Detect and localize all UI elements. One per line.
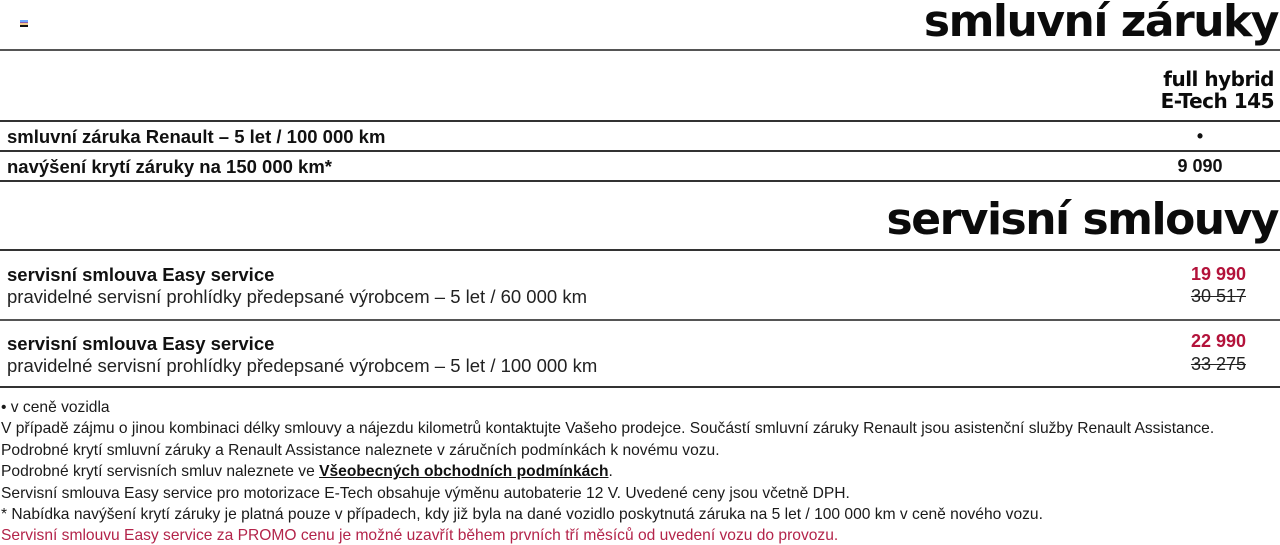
warranty-row-label: navýšení krytí záruky na 150 000 km*	[7, 156, 332, 177]
note-warranty-terms: Podrobné krytí smluvní záruky a Renault Assistance naleznete v záručních podmínkách k novému vozu.	[1, 441, 720, 459]
old-price: 30 517	[1190, 286, 1246, 306]
czech-flag-icon	[20, 20, 28, 27]
divider	[0, 49, 1280, 51]
service-row-subtitle: pravidelné servisní prohlídky předepsané výrobcem – 5 let / 100 000 km	[7, 355, 598, 376]
divider	[0, 319, 1280, 321]
service-row-subtitle: pravidelné servisní prohlídky předepsané výrobcem – 5 let / 60 000 km	[7, 286, 587, 307]
terms-link[interactable]: Všeobecných obchodních podmínkách	[319, 463, 609, 481]
note-promo: Servisní smlouvu Easy service za PROMO cenu je možné uzavřít během prvních tří měsíců od uvedení vozu do provozu.	[1, 527, 839, 545]
promo-price: 19 990	[1190, 264, 1246, 284]
divider	[0, 386, 1280, 388]
column-header	[1161, 68, 1274, 112]
section-title-warranty: smluvní záruky	[923, 0, 1278, 47]
note-included: • v ceně vozidla	[1, 399, 110, 416]
divider	[0, 249, 1280, 251]
old-price: 33 275	[1190, 354, 1246, 374]
footnotes	[1, 397, 1214, 545]
section-title-service: servisní smlouvy	[886, 194, 1278, 245]
promo-price: 22 990	[1190, 331, 1246, 351]
divider	[0, 150, 1280, 152]
note-etech-battery: Servisní smlouva Easy service pro motorizace E-Tech obsahuje výměnu autobaterie 12 V. Uvedené ceny jsou včetně DPH.	[1, 484, 850, 502]
note-service-terms: Podrobné krytí servisních smluv naleznete ve Všeobecných obchodních podmínkách.	[1, 463, 613, 481]
divider	[0, 120, 1280, 122]
warranty-row-value: •	[1196, 126, 1204, 146]
warranty-row-value: 9 090	[1177, 156, 1223, 176]
column-header-line2: E-Tech 145	[1160, 89, 1274, 113]
note-extension-validity: * Nabídka navýšení krytí záruky je platná pouze v případech, kdy již byla na dané vozidlo poskytnutá záruka na 5 let / 100 000 km v ceně nového vozu.	[1, 506, 1043, 524]
warranty-row-label: smluvní záruka Renault – 5 let / 100 000 km	[7, 126, 386, 147]
divider	[0, 180, 1280, 182]
column-header-line1: full hybrid	[1163, 67, 1274, 91]
service-row-title: servisní smlouva Easy service	[7, 264, 275, 285]
service-row-title: servisní smlouva Easy service	[7, 333, 275, 354]
note-contact: V případě zájmu o jinou kombinaci délky smlouvy a nájezdu kilometrů kontaktujte Vašeho prodejce. Součástí smluvní záruky Renault jsou asistenční služby Renault Assistance.	[1, 420, 1215, 438]
